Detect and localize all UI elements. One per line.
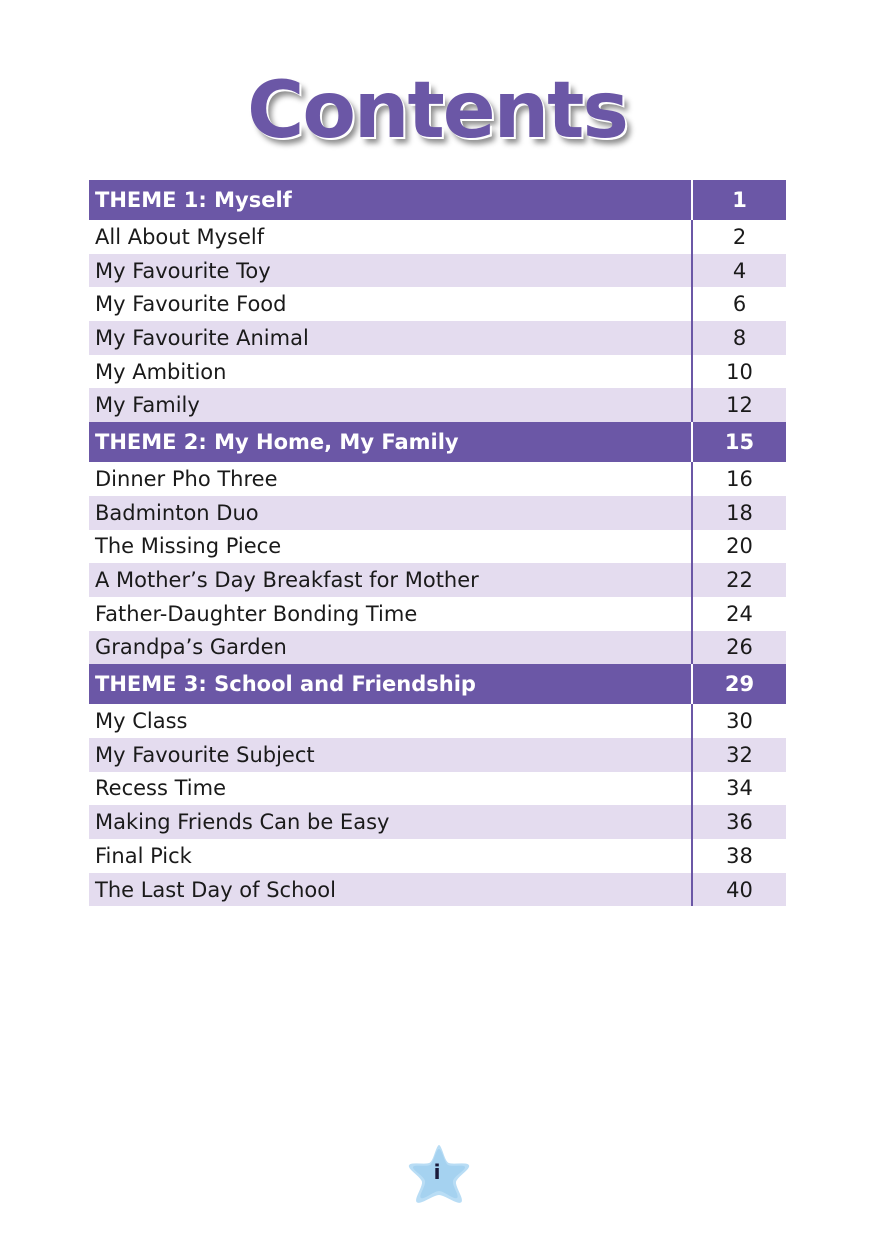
toc-title: Father-Daughter Bonding Time <box>89 597 693 631</box>
toc-page: 30 <box>726 709 753 734</box>
theme-title: THEME 1: Myself <box>89 180 693 220</box>
toc-page: 4 <box>732 258 747 283</box>
toc-title: A Mother’s Day Breakfast for Mother <box>89 563 693 597</box>
toc-title: The Last Day of School <box>89 873 693 907</box>
toc-page: 32 <box>726 742 753 767</box>
toc-page: 8 <box>732 325 747 350</box>
toc-title: My Ambition <box>89 355 693 389</box>
theme-page: 15 <box>724 430 755 455</box>
theme-header-row[interactable] <box>89 664 786 704</box>
toc-row[interactable] <box>89 563 786 597</box>
toc-page: 22 <box>726 568 753 593</box>
theme-header-row[interactable] <box>89 180 786 220</box>
theme-page: 29 <box>724 672 755 697</box>
toc-page: 18 <box>726 500 753 525</box>
toc-page: 10 <box>726 359 753 384</box>
toc-row[interactable] <box>89 388 786 422</box>
toc-title: Dinner Pho Three <box>89 462 693 496</box>
toc-row[interactable] <box>89 287 786 321</box>
toc-row[interactable] <box>89 839 786 873</box>
toc-title: All About Myself <box>89 220 693 254</box>
contents-table <box>89 180 786 906</box>
toc-row[interactable] <box>89 873 786 907</box>
toc-row[interactable] <box>89 321 786 355</box>
toc-title: The Missing Piece <box>89 530 693 564</box>
toc-row[interactable] <box>89 254 786 288</box>
theme-header-row[interactable] <box>89 422 786 462</box>
toc-row[interactable] <box>89 462 786 496</box>
toc-page: 12 <box>726 393 753 418</box>
toc-title: My Class <box>89 704 693 738</box>
toc-page: 16 <box>726 466 753 491</box>
toc-page: 40 <box>726 877 753 902</box>
toc-page: 36 <box>726 810 753 835</box>
toc-row[interactable] <box>89 496 786 530</box>
toc-row[interactable] <box>89 772 786 806</box>
toc-title: My Favourite Food <box>89 287 693 321</box>
toc-row[interactable] <box>89 631 786 665</box>
toc-page: 24 <box>726 601 753 626</box>
toc-title: My Favourite Toy <box>89 254 693 288</box>
theme-title: THEME 3: School and Friendship <box>89 664 693 704</box>
page-number: i <box>433 1160 441 1184</box>
toc-title: Badminton Duo <box>89 496 693 530</box>
toc-page: 34 <box>726 776 753 801</box>
toc-page: 38 <box>726 843 753 868</box>
toc-row[interactable] <box>89 220 786 254</box>
toc-row[interactable] <box>89 597 786 631</box>
toc-title: Recess Time <box>89 772 693 806</box>
toc-page: 2 <box>732 224 747 249</box>
toc-title: Grandpa’s Garden <box>89 631 693 665</box>
toc-row[interactable] <box>89 738 786 772</box>
toc-row[interactable] <box>89 704 786 738</box>
toc-title: Making Friends Can be Easy <box>89 805 693 839</box>
page-title: Contents <box>247 66 627 156</box>
theme-title: THEME 2: My Home, My Family <box>89 422 693 462</box>
toc-title: My Favourite Subject <box>89 738 693 772</box>
toc-title: My Favourite Animal <box>89 321 693 355</box>
toc-title: My Family <box>89 388 693 422</box>
toc-page: 6 <box>732 292 747 317</box>
toc-page: 26 <box>726 635 753 660</box>
toc-row[interactable] <box>89 530 786 564</box>
toc-row[interactable] <box>89 805 786 839</box>
theme-page: 1 <box>732 188 747 212</box>
toc-row[interactable] <box>89 355 786 389</box>
toc-title: Final Pick <box>89 839 693 873</box>
toc-page: 20 <box>726 534 753 559</box>
